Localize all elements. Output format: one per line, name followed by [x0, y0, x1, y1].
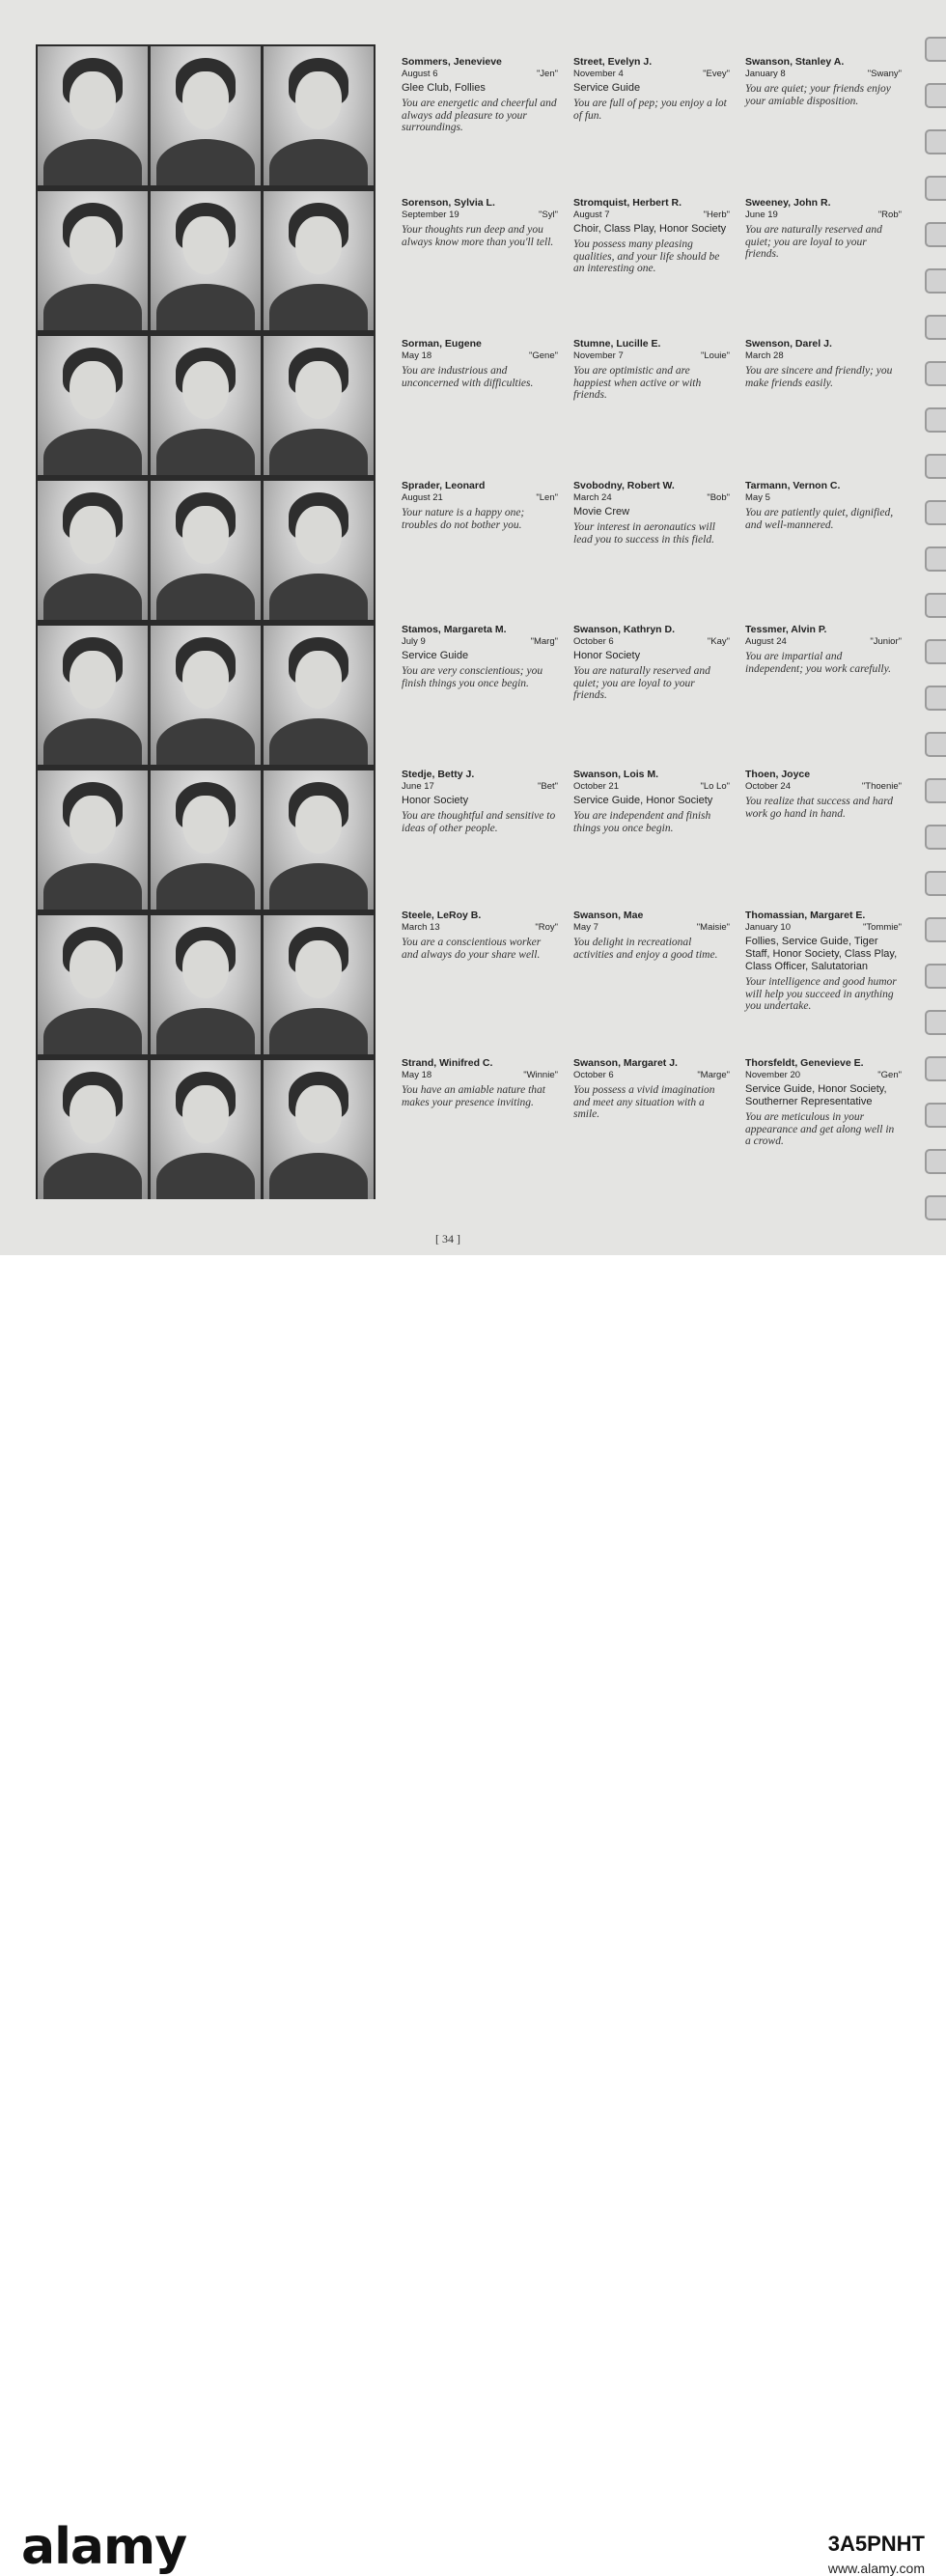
student-name: Swenson, Darel J. — [745, 338, 832, 350]
birthday-line — [402, 636, 558, 648]
student-entry — [745, 197, 902, 261]
binding-ring — [925, 686, 946, 711]
student-entry — [573, 910, 730, 961]
student-name: Tessmer, Alvin P. — [745, 624, 827, 635]
activities: Honor Society — [573, 650, 641, 661]
birthday: March 24 — [573, 492, 612, 503]
student-name: Stamos, Margareta M. — [402, 624, 507, 635]
character-quote: You are patiently quiet, dignified, and well-mannered. — [745, 507, 894, 531]
binding-ring — [925, 778, 946, 803]
nickname: "Junior" — [870, 636, 902, 647]
student-entry — [573, 197, 730, 275]
birthday: August 6 — [402, 69, 438, 79]
student-name: Swanson, Stanley A. — [745, 56, 845, 68]
binding-ring — [925, 176, 946, 201]
birthday: August 7 — [573, 210, 610, 220]
character-quote: You are very conscientious; you finish things you once begin. — [402, 665, 543, 689]
student-name: Strand, Winifred C. — [402, 1057, 493, 1069]
student-name: Swanson, Kathryn D. — [573, 624, 676, 635]
binding-ring — [925, 593, 946, 618]
alamy-logo: alamy — [21, 2518, 187, 2576]
birthday-line — [402, 1070, 558, 1081]
student-entry — [402, 338, 558, 389]
character-quote: You are sincere and friendly; you make friends easily. — [745, 365, 893, 389]
binding-ring — [925, 222, 946, 247]
character-quote: You delight in recreational activities and enjoy a good time. — [573, 937, 718, 961]
birthday: January 8 — [745, 69, 786, 79]
birthday-line — [402, 781, 558, 793]
character-quote: You are naturally reserved and quiet; you are loyal to your friends. — [745, 224, 882, 260]
student-entry — [745, 338, 902, 389]
birthday-line — [573, 781, 730, 793]
student-portrait — [264, 915, 374, 1054]
student-portrait — [38, 770, 148, 910]
character-quote: You possess a vivid imagination and meet any situation with a smile. — [573, 1084, 715, 1120]
birthday-line — [745, 636, 902, 648]
character-quote: You are energetic and cheerful and always add pleasure to your surroundings. — [402, 98, 557, 133]
student-portrait — [151, 1060, 261, 1199]
student-name: Sommers, Jenevieve — [402, 56, 502, 68]
student-entry — [745, 624, 902, 675]
birthday: June 19 — [745, 210, 778, 220]
student-portrait — [151, 191, 261, 330]
student-entry — [573, 1057, 730, 1121]
student-portrait — [151, 626, 261, 765]
student-portrait — [151, 46, 261, 185]
character-quote: You are quiet; your friends enjoy your amiable disposition. — [745, 83, 891, 107]
birthday-line — [402, 922, 558, 934]
birthday-line — [402, 69, 558, 80]
student-entry — [573, 480, 730, 546]
nickname: "Gene" — [529, 350, 558, 361]
student-name: Thorsfeldt, Genevieve E. — [745, 1057, 864, 1069]
character-quote: You possess many pleasing qualities, and your life should be an interesting one. — [573, 238, 720, 274]
binding-ring — [925, 871, 946, 896]
nickname: "Len" — [536, 492, 558, 503]
activities: Service Guide — [573, 82, 641, 94]
image-id: 3A5PNHT — [827, 2532, 925, 2556]
student-portrait — [151, 770, 261, 910]
student-entry — [402, 624, 558, 689]
birthday: October 6 — [573, 1070, 614, 1080]
character-quote: You are optimistic and are happiest when active or with friends. — [573, 365, 702, 401]
birthday: May 18 — [402, 1070, 432, 1080]
activities: Service Guide — [402, 650, 469, 661]
student-name: Stedje, Betty J. — [402, 769, 475, 780]
binding-ring — [925, 1056, 946, 1081]
birthday: August 21 — [402, 492, 443, 503]
birthday-line — [573, 636, 730, 648]
character-quote: Your intelligence and good humor will help you succeed in anything you undertake. — [745, 976, 897, 1012]
nickname: "Herb" — [703, 210, 730, 220]
nickname: "Maisie" — [696, 922, 730, 933]
character-quote: You are naturally reserved and quiet; you are loyal to your friends. — [573, 665, 710, 701]
student-portrait — [264, 46, 374, 185]
birthday: May 7 — [573, 922, 598, 933]
student-entry — [745, 56, 902, 107]
birthday: November 7 — [573, 350, 624, 361]
photo-grid — [36, 44, 376, 1199]
student-entry — [402, 769, 558, 834]
birthday-line — [745, 781, 902, 793]
binding-ring — [925, 964, 946, 989]
birthday: May 18 — [402, 350, 432, 361]
nickname: "Gen" — [877, 1070, 902, 1080]
student-portrait — [151, 481, 261, 620]
student-portrait — [38, 1060, 148, 1199]
character-quote: You are independent and finish things you once begin. — [573, 810, 711, 834]
nickname: "Marg" — [530, 636, 558, 647]
activities: Follies, Service Guide, Tiger Staff, Honor Society, Class Play, Class Officer, Salutatorian — [745, 936, 898, 972]
student-entry — [573, 624, 730, 702]
student-name: Steele, LeRoy B. — [402, 910, 482, 921]
page-number: [ 34 ] — [435, 1232, 460, 1246]
birthday: March 28 — [745, 350, 784, 361]
nickname: "Louie" — [701, 350, 730, 361]
character-quote: Your nature is a happy one; troubles do not bother you. — [402, 507, 525, 531]
birthday: January 10 — [745, 922, 792, 933]
birthday-line — [402, 210, 558, 221]
activities: Service Guide, Honor Society, Southerner Representative — [745, 1083, 887, 1107]
student-name: Thomassian, Margaret E. — [745, 910, 866, 921]
nickname: "Jen" — [536, 69, 558, 79]
student-portrait — [151, 336, 261, 475]
birthday-line — [573, 350, 730, 362]
binding-ring — [925, 268, 946, 294]
birthday-line — [402, 492, 558, 504]
student-portrait — [264, 1060, 374, 1199]
character-quote: You are thoughtful and sensitive to ideas of other people. — [402, 810, 556, 834]
student-portrait — [264, 191, 374, 330]
character-quote: Your interest in aeronautics will lead you to success in this field. — [573, 521, 715, 546]
birthday-line — [573, 922, 730, 934]
student-entry — [573, 56, 730, 122]
student-portrait — [264, 336, 374, 475]
birthday: May 5 — [745, 492, 770, 503]
character-quote: You are meticulous in your appearance and get along well in a crowd. — [745, 1111, 895, 1147]
student-portrait — [264, 626, 374, 765]
student-portrait — [38, 915, 148, 1054]
binding-ring — [925, 315, 946, 340]
character-quote: You are industrious and unconcerned with difficulties. — [402, 365, 534, 389]
binding-ring — [925, 917, 946, 942]
birthday: October 21 — [573, 781, 619, 792]
student-name: Swanson, Lois M. — [573, 769, 659, 780]
student-entry — [402, 480, 558, 531]
birthday-line — [573, 69, 730, 80]
activities: Choir, Class Play, Honor Society — [573, 223, 727, 235]
birthday: August 24 — [745, 636, 787, 647]
character-quote: You are a conscientious worker and always do your share well. — [402, 937, 542, 961]
student-portrait — [264, 770, 374, 910]
nickname: "Bob" — [707, 492, 730, 503]
birthday-line — [745, 350, 902, 362]
birthday: July 9 — [402, 636, 426, 647]
binding-ring — [925, 500, 946, 525]
birthday-line — [573, 492, 730, 504]
birthday: June 17 — [402, 781, 434, 792]
student-portrait — [264, 481, 374, 620]
student-name: Swanson, Margaret J. — [573, 1057, 678, 1069]
student-name: Sorman, Eugene — [402, 338, 482, 350]
character-quote: You have an amiable nature that makes your presence inviting. — [402, 1084, 545, 1108]
nickname: "Tommie" — [863, 922, 902, 933]
watermark-url: www.alamy.com — [827, 2561, 925, 2576]
character-quote: You are full of pep; you enjoy a lot of fun. — [573, 98, 727, 122]
nickname: "Roy" — [535, 922, 558, 933]
student-name: Tarmann, Vernon C. — [745, 480, 841, 491]
student-name: Stumne, Lucille E. — [573, 338, 661, 350]
nickname: "Rob" — [877, 210, 902, 220]
binding-ring — [925, 732, 946, 757]
birthday-line — [573, 1070, 730, 1081]
nickname: "Marge" — [697, 1070, 730, 1080]
student-name: Svobodny, Robert W. — [573, 480, 675, 491]
binding-ring — [925, 1010, 946, 1035]
binding-ring — [925, 1149, 946, 1174]
activities: Movie Crew — [573, 506, 630, 518]
nickname: "Kay" — [707, 636, 730, 647]
birthday-line — [745, 492, 902, 504]
student-portrait — [38, 191, 148, 330]
binding-ring — [925, 639, 946, 664]
student-entry — [573, 769, 730, 834]
birthday: March 13 — [402, 922, 440, 933]
student-entry — [402, 197, 558, 248]
binding-ring — [925, 407, 946, 433]
nickname: "Syl" — [539, 210, 558, 220]
student-entry — [402, 1057, 558, 1108]
yearbook-page — [0, 0, 946, 1255]
student-portrait — [151, 915, 261, 1054]
binding-ring — [925, 1103, 946, 1128]
student-name: Sorenson, Sylvia L. — [402, 197, 495, 209]
spiral-binding — [923, 0, 946, 1255]
student-name: Street, Evelyn J. — [573, 56, 653, 68]
activities: Glee Club, Follies — [402, 82, 486, 94]
birthday: October 24 — [745, 781, 791, 792]
birthday-line — [745, 69, 902, 80]
student-name: Sprader, Leonard — [402, 480, 486, 491]
activities: Service Guide, Honor Society — [573, 795, 713, 806]
nickname: "Evey" — [703, 69, 730, 79]
binding-ring — [925, 129, 946, 154]
binding-ring — [925, 361, 946, 386]
birthday-line — [745, 1070, 902, 1081]
nickname: "Lo Lo" — [700, 781, 730, 792]
student-entry — [402, 910, 558, 961]
student-name: Stromquist, Herbert R. — [573, 197, 682, 209]
binding-ring — [925, 37, 946, 62]
student-name: Sweeney, John R. — [745, 197, 831, 209]
birthday: November 20 — [745, 1070, 801, 1080]
nickname: "Winnie" — [523, 1070, 558, 1080]
student-name: Thoen, Joyce — [745, 769, 811, 780]
birthday: November 4 — [573, 69, 624, 79]
binding-ring — [925, 454, 946, 479]
nickname: "Bet" — [537, 781, 558, 792]
student-portrait — [38, 46, 148, 185]
student-entry — [745, 480, 902, 531]
student-entry — [745, 769, 902, 820]
birthday-line — [402, 350, 558, 362]
character-quote: You realize that success and hard work go hand in hand. — [745, 796, 894, 820]
student-entry — [402, 56, 558, 134]
student-entry — [573, 338, 730, 402]
birthday: October 6 — [573, 636, 614, 647]
binding-ring — [925, 546, 946, 572]
binding-ring — [925, 825, 946, 850]
birthday-line — [745, 922, 902, 934]
binding-ring — [925, 1195, 946, 1220]
student-portrait — [38, 481, 148, 620]
nickname: "Thoenie" — [861, 781, 902, 792]
nickname: "Swany" — [867, 69, 902, 79]
student-portrait — [38, 336, 148, 475]
watermark-footer — [0, 1255, 946, 2576]
character-quote: You are impartial and independent; you work carefully. — [745, 651, 891, 675]
birthday: September 19 — [402, 210, 459, 220]
student-entry — [745, 910, 902, 1013]
student-portrait — [38, 626, 148, 765]
student-entry — [745, 1057, 902, 1148]
activities: Honor Society — [402, 795, 469, 806]
birthday-line — [573, 210, 730, 221]
character-quote: Your thoughts run deep and you always know more than you'll tell. — [402, 224, 554, 248]
student-name: Swanson, Mae — [573, 910, 644, 921]
birthday-line — [745, 210, 902, 221]
binding-ring — [925, 83, 946, 108]
